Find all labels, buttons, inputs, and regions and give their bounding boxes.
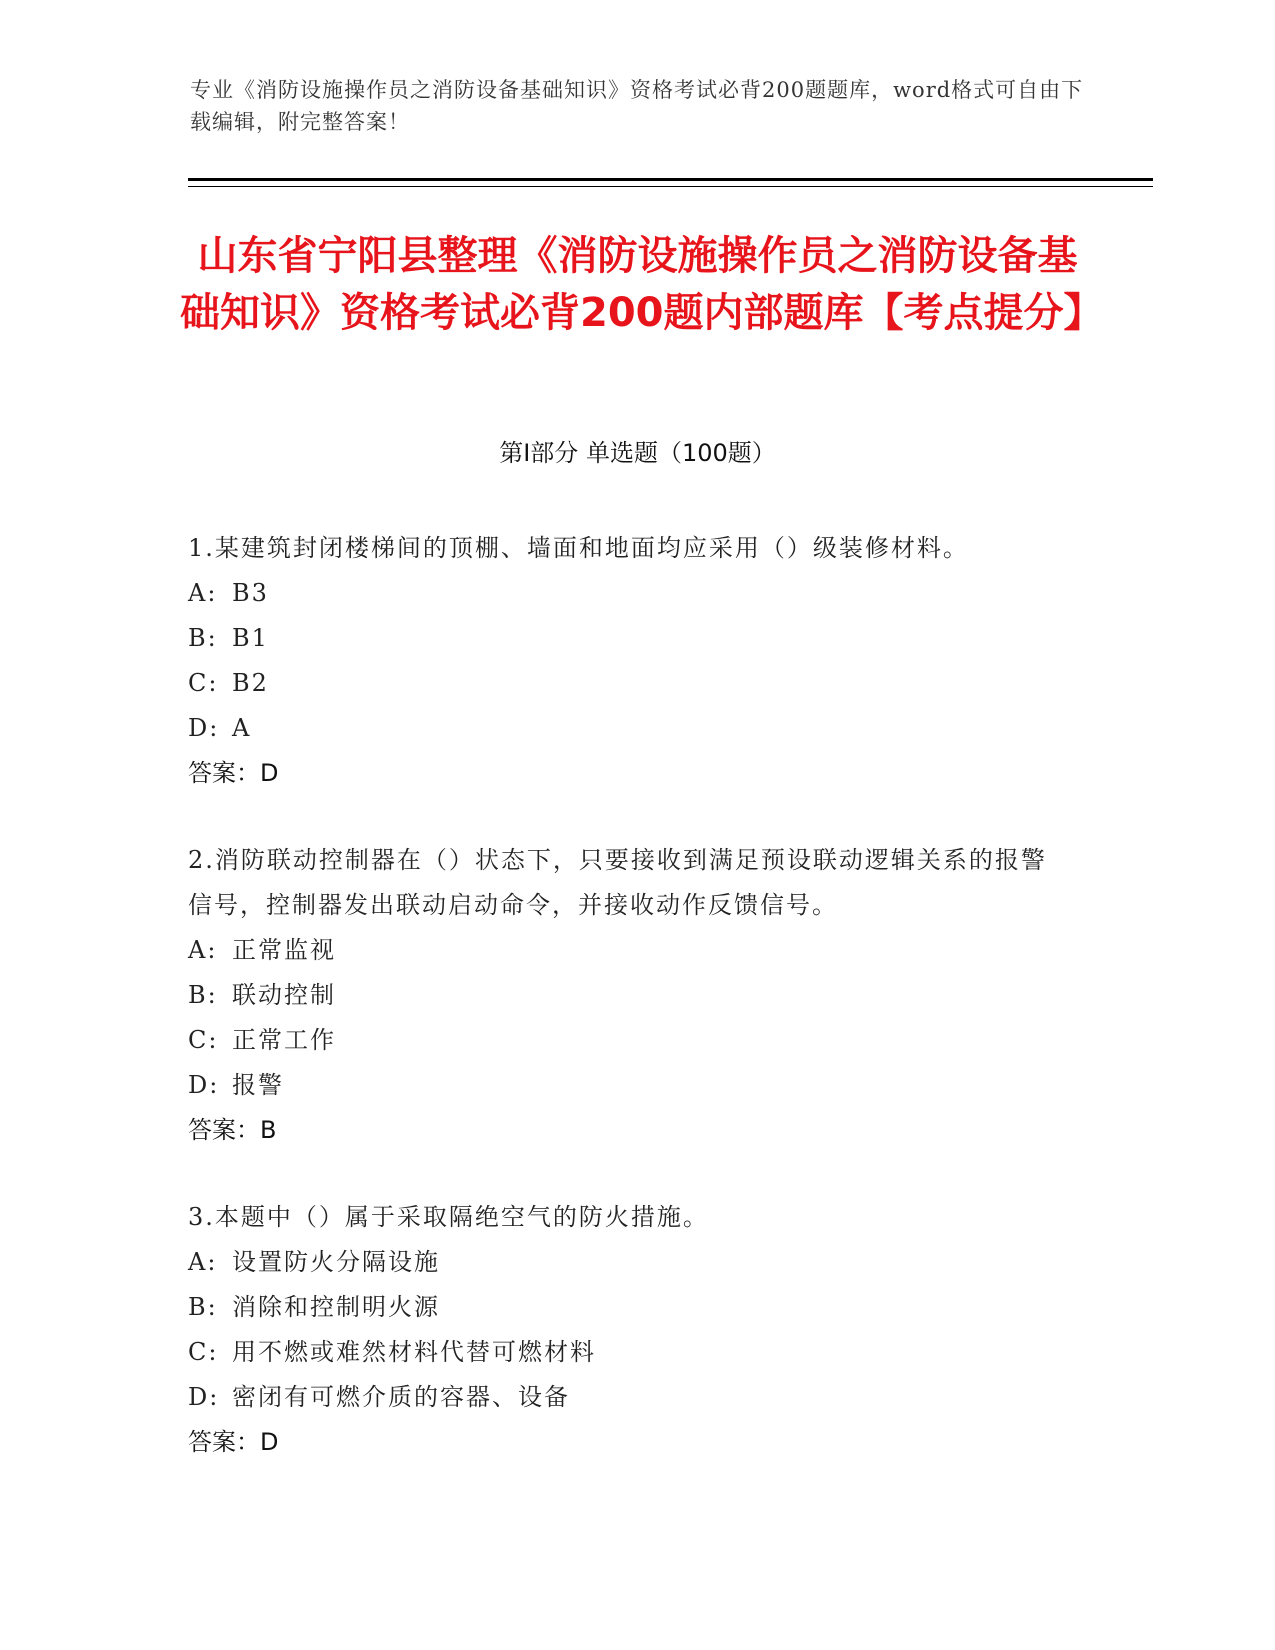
option-text: B2	[232, 669, 269, 697]
option-letter: C:	[188, 669, 219, 697]
option-c	[188, 661, 1068, 706]
document-title: 山东省宁阳县整理《消防设施操作员之消防设备基础知识》资格考试必背200题内部题库【考点提分】	[180, 233, 1104, 336]
question-stem: 2.消防联动控制器在（）状态下，只要接收到满足预设联动逻辑关系的报警信号，控制器发出联动启动命令，并接收动作反馈信号。	[188, 846, 1047, 919]
option-a	[188, 928, 1068, 973]
option-text: A	[232, 714, 252, 742]
option-letter: A:	[188, 579, 218, 607]
option-letter: B:	[188, 624, 218, 652]
option-text: 用不燃或难然材料代替可燃材料	[232, 1338, 596, 1366]
option-letter: C:	[188, 1026, 219, 1054]
option-b	[188, 616, 1068, 661]
section-heading: 第I部分 单选题（100题）	[499, 439, 776, 467]
option-letter: A:	[188, 1248, 218, 1276]
option-a	[188, 1240, 1068, 1285]
option-text: 设置防火分隔设施	[232, 1248, 440, 1276]
option-letter: B:	[188, 981, 218, 1009]
option-text: B1	[232, 624, 269, 652]
option-text: 正常工作	[232, 1026, 336, 1054]
option-letter: C:	[188, 1338, 219, 1366]
header-rule-thin	[188, 186, 1153, 187]
answer-line: 答案：B	[188, 1116, 277, 1144]
question-stem: 3.本题中（）属于采取隔绝空气的防火措施。	[188, 1203, 709, 1231]
option-text: 联动控制	[232, 981, 336, 1009]
option-letter: D:	[188, 1071, 220, 1099]
option-b	[188, 973, 1068, 1018]
option-c	[188, 1330, 1068, 1375]
answer-line: 答案：D	[188, 759, 279, 787]
option-a	[188, 571, 1068, 616]
option-text: B3	[232, 579, 269, 607]
question-2	[188, 838, 1068, 1153]
question-stem: 1.某建筑封闭楼梯间的顶棚、墙面和地面均应采用（）级装修材料。	[188, 534, 969, 562]
option-b	[188, 1285, 1068, 1330]
option-letter: D:	[188, 714, 220, 742]
option-d	[188, 706, 1068, 751]
option-letter: A:	[188, 936, 218, 964]
answer-line: 答案：D	[188, 1428, 279, 1456]
option-text: 正常监视	[232, 936, 336, 964]
header-rule-thick	[188, 178, 1153, 181]
option-letter: B:	[188, 1293, 218, 1321]
question-3	[188, 1195, 1068, 1465]
option-d	[188, 1375, 1068, 1420]
option-text: 消除和控制明火源	[232, 1293, 440, 1321]
option-c	[188, 1018, 1068, 1063]
option-text: 密闭有可燃介质的容器、设备	[232, 1383, 570, 1411]
option-d	[188, 1063, 1068, 1108]
question-1	[188, 526, 1068, 796]
header-note: 专业《消防设施操作员之消防设备基础知识》资格考试必背200题题库，word格式可自由下载编辑，附完整答案！	[190, 78, 1084, 134]
option-letter: D:	[188, 1383, 220, 1411]
question-list	[188, 526, 1068, 1507]
option-text: 报警	[232, 1071, 284, 1099]
